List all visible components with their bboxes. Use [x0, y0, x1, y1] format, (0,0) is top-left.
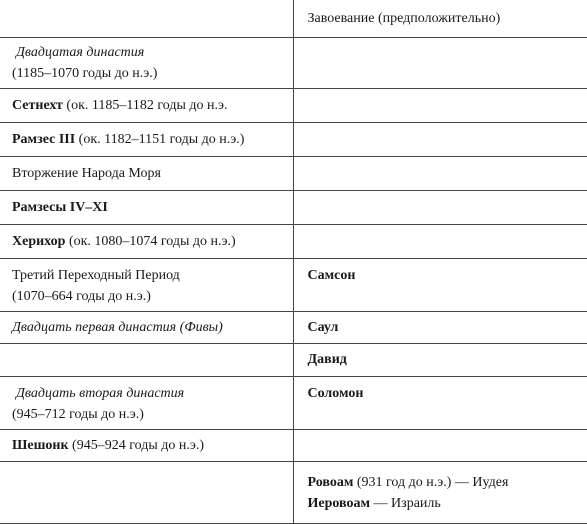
- conquest-cell: [293, 461, 587, 523]
- ruler-dates: (ок. 1182–1151 годы до н.э.): [75, 131, 245, 147]
- dynasty-cell: [0, 37, 293, 88]
- empty-cell: [293, 224, 587, 258]
- ruler-dates: (ок. 1080–1074 годы до н.э.): [65, 233, 236, 249]
- table-row: [0, 429, 587, 461]
- ruler-name: Херихор: [12, 233, 66, 249]
- ruler-dates: (945–924 годы до н.э.): [68, 437, 205, 453]
- table-row: [0, 224, 587, 258]
- kingdom-line: [308, 472, 580, 493]
- kingdom-note: (931 год до н.э.) — Иудея: [353, 474, 509, 490]
- conquest-name: Иеровоам: [307, 495, 371, 511]
- conquest-name: Саул: [307, 319, 339, 335]
- header-left-cell: [0, 0, 293, 37]
- empty-cell: [293, 190, 587, 224]
- ruler-name: Сетнехт: [12, 97, 63, 113]
- ruler-name: Рамзесы IV–XI: [12, 199, 108, 215]
- empty-cell: [293, 88, 587, 122]
- conquest-name: Ровоам: [307, 474, 354, 490]
- period-dates: (1070–664 годы до н.э.): [12, 288, 151, 304]
- conquest-name: Давид: [307, 351, 347, 367]
- ruler-name: Шешонк: [12, 437, 69, 453]
- conquest-cell: [293, 258, 587, 311]
- empty-cell: [293, 122, 587, 156]
- ruler-cell: [0, 429, 293, 461]
- kingdom-line: [308, 493, 580, 514]
- table-row: [0, 190, 587, 224]
- table-row: [0, 461, 587, 523]
- table-row: [0, 88, 587, 122]
- dynasty-title: Двадцать вторая династия: [16, 385, 185, 401]
- dynasty-title: Двадцатая династия: [16, 44, 145, 60]
- table-row: [0, 343, 587, 376]
- event-cell: Вторжение Народа Моря: [0, 156, 293, 190]
- ruler-dates: (ок. 1185–1182 годы до н.э.: [62, 97, 228, 113]
- table-row: [0, 122, 587, 156]
- period-cell: [0, 258, 293, 311]
- table-row: [0, 311, 587, 343]
- conquest-cell: [293, 343, 587, 376]
- table-row: [0, 376, 587, 429]
- conquest-name: Самсон: [307, 267, 356, 283]
- ruler-cell: [0, 122, 293, 156]
- dynasty-cell: [0, 376, 293, 429]
- ruler-name: Рамзес III: [12, 131, 76, 147]
- period-title: Третий Переходный Период: [12, 267, 180, 283]
- table-row: [0, 156, 587, 190]
- table-row: [0, 0, 587, 37]
- dynasty-title: Двадцать первая династия (Фивы): [12, 319, 223, 335]
- dynasty-dates: (945–712 годы до н.э.): [12, 406, 144, 422]
- empty-cell: [293, 156, 587, 190]
- empty-cell: [293, 429, 587, 461]
- ruler-cell: [0, 190, 293, 224]
- conquest-name: Соломон: [307, 385, 364, 401]
- empty-cell: [293, 37, 587, 88]
- empty-cell: [0, 343, 293, 376]
- dynasty-dates: (1185–1070 годы до н.э.): [12, 65, 158, 81]
- dynasty-cell: [0, 311, 293, 343]
- conquest-cell: [293, 376, 587, 429]
- kingdom-note: — Израиль: [370, 495, 441, 511]
- ruler-cell: [0, 88, 293, 122]
- table-row: [0, 37, 587, 88]
- table-row: [0, 258, 587, 311]
- header-right-cell: Завоевание (предположительно): [293, 0, 587, 37]
- empty-cell: [0, 461, 293, 523]
- ruler-cell: [0, 224, 293, 258]
- conquest-cell: [293, 311, 587, 343]
